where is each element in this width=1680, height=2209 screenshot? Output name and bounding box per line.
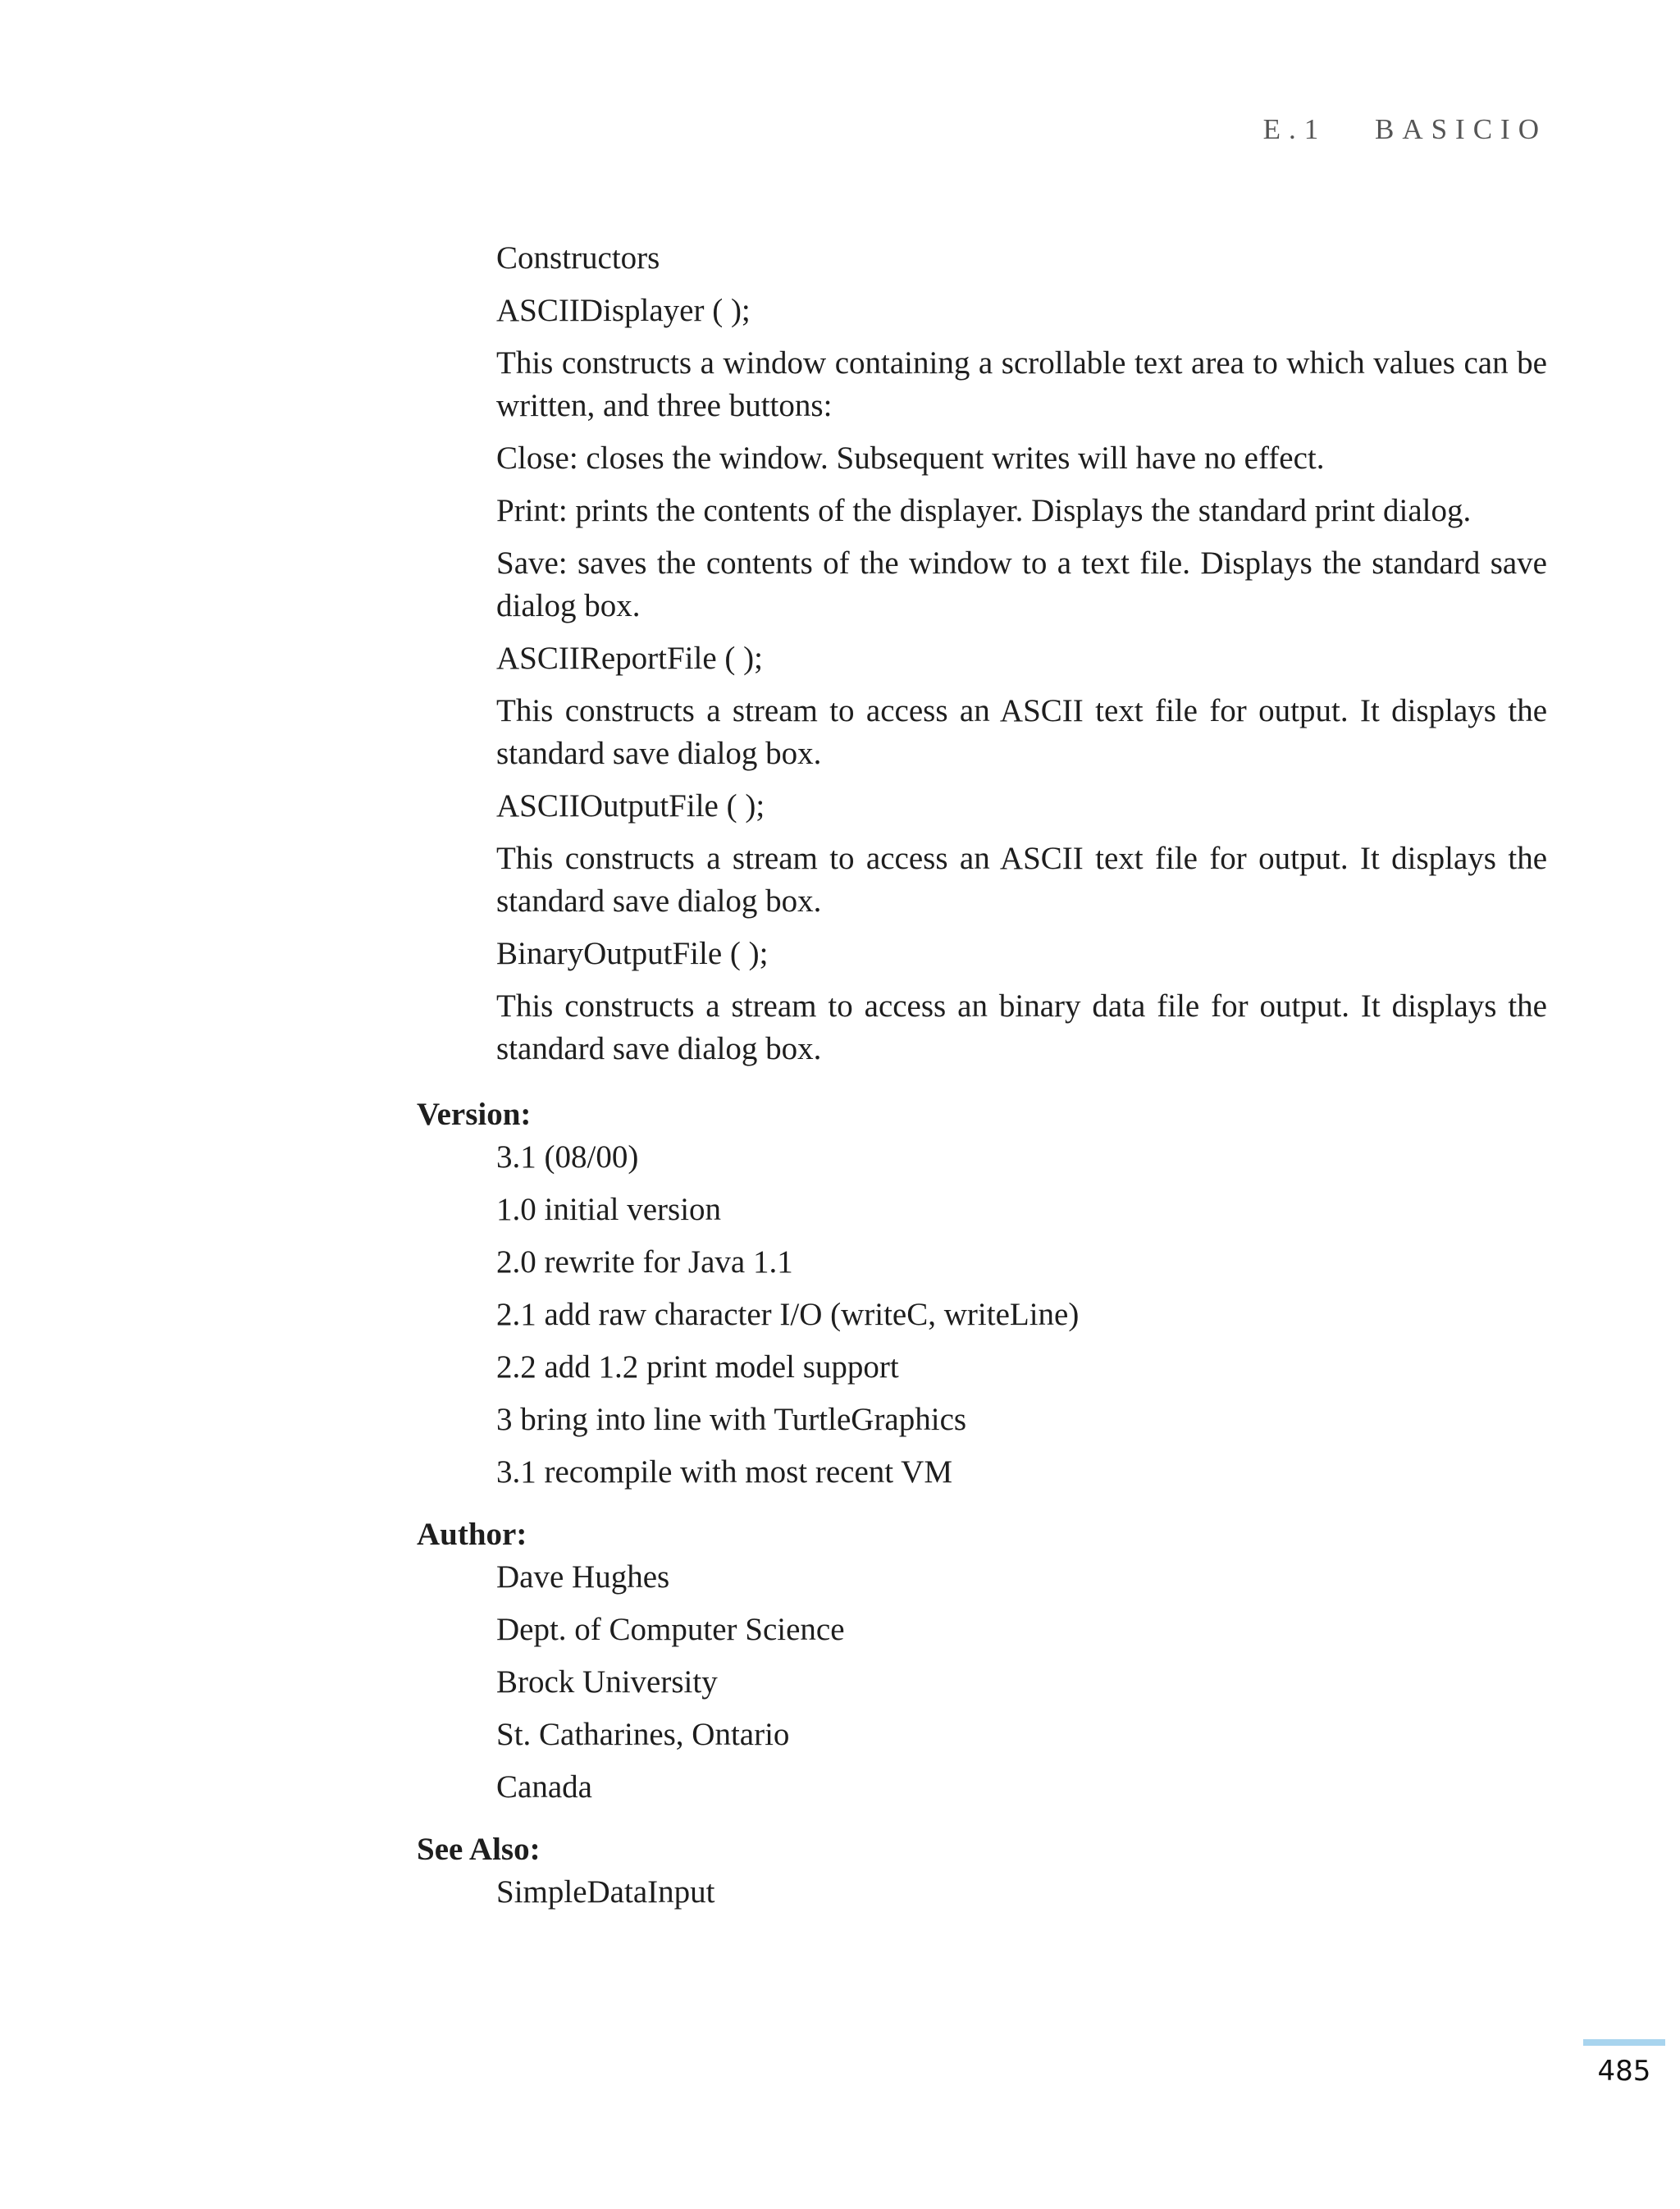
- author-line: Canada: [496, 1769, 592, 1805]
- constructor-description: This constructs a stream to access an ASCII text file for output. It displays the standard save dialog box.: [496, 841, 1547, 919]
- constructor-description: This constructs a stream to access an ASCII text file for output. It displays the standard save dialog box.: [496, 693, 1547, 771]
- see-also-line: SimpleDataInput: [496, 1874, 715, 1910]
- footer-rule: [1583, 2039, 1665, 2046]
- page-number: 485: [1597, 2055, 1651, 2088]
- running-head-section-title: BASICIO: [1374, 113, 1547, 145]
- author-line: St. Catharines, Ontario: [496, 1717, 790, 1752]
- running-head-section-number: E.1: [1262, 113, 1327, 145]
- version-line: 3.1 recompile with most recent VM: [496, 1454, 952, 1490]
- author-line: Dave Hughes: [496, 1559, 670, 1595]
- page-body: [417, 237, 1547, 1080]
- constructor-description: This constructs a window containing a scrollable text area to which values can be written, and three buttons:: [496, 345, 1547, 423]
- version-label: Version:: [417, 1097, 532, 1132]
- version-line: 3.1 (08/00): [496, 1139, 639, 1175]
- author-label: Author:: [417, 1517, 527, 1552]
- version-line: 2.1 add raw character I/O (writeC, writeLine): [496, 1297, 1080, 1332]
- version-line: 3 bring into line with TurtleGraphics: [496, 1402, 967, 1437]
- see-also-label: See Also:: [417, 1832, 541, 1867]
- button-description-print: Print: prints the contents of the displayer. Displays the standard print dialog.: [496, 493, 1472, 528]
- button-description-close: Close: closes the window. Subsequent writes will have no effect.: [496, 440, 1325, 476]
- author-line: Dept. of Computer Science: [496, 1612, 845, 1647]
- author-line: Brock University: [496, 1664, 718, 1700]
- running-head: [1263, 113, 1547, 146]
- constructor-signature: ASCIIDisplayer ( );: [496, 293, 751, 328]
- version-line: 2.0 rewrite for Java 1.1: [496, 1244, 793, 1280]
- version-line: 2.2 add 1.2 print model support: [496, 1349, 899, 1385]
- metadata-section: [417, 1093, 1547, 1924]
- version-line: 1.0 initial version: [496, 1192, 722, 1227]
- button-description-save: Save: saves the contents of the window to a text file. Displays the standard save dialog box.: [496, 545, 1547, 623]
- constructor-signature: BinaryOutputFile ( );: [496, 936, 769, 971]
- constructor-signature: ASCIIReportFile ( );: [496, 641, 763, 676]
- constructor-description: This constructs a stream to access an binary data file for output. It displays the standard save dialog box.: [496, 988, 1547, 1066]
- constructor-signature: ASCIIOutputFile ( );: [496, 788, 765, 824]
- constructors-heading: Constructors: [496, 240, 660, 276]
